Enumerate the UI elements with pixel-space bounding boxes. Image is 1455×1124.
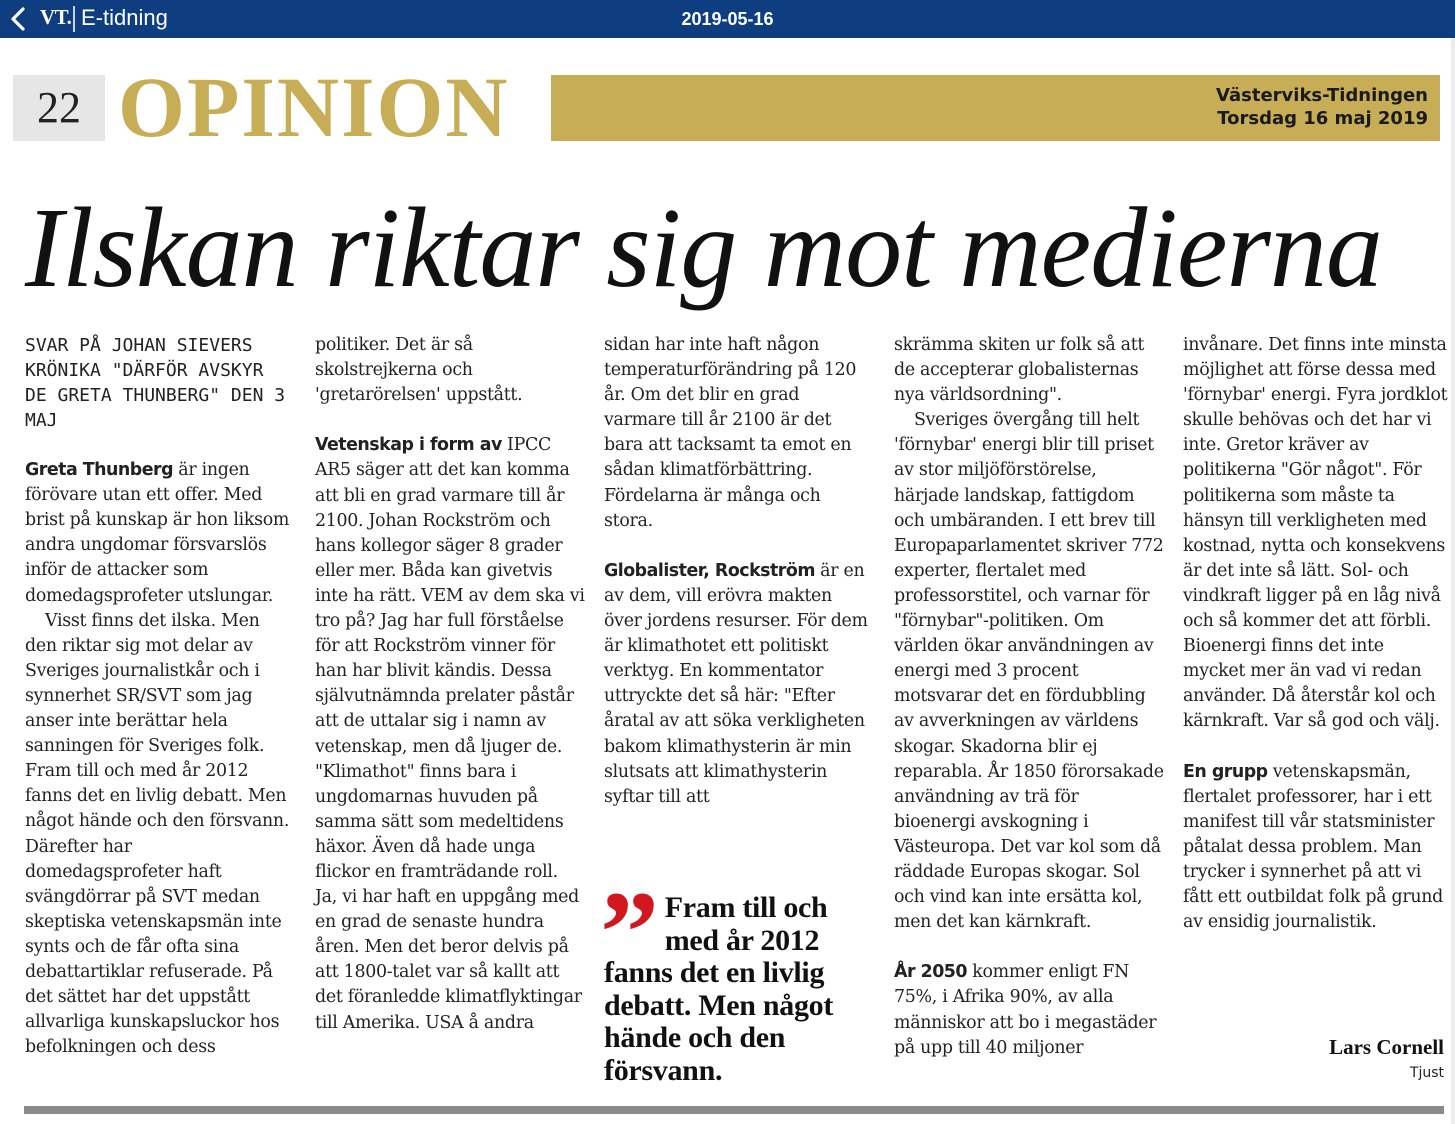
edition-date: 2019-05-16	[681, 9, 774, 29]
issue-date: Torsdag 16 maj 2019	[1217, 108, 1428, 129]
paragraph: invånare. Det finns inte minsta möjlighet att förse dessa med 'förnybar' energi. Fyra jordklot skulle behövas och det har vi inte. Gretor kräver av politikerna "Gör något". För politikerna som måste ta hänsyn till verkligheten med kostnad, nytta och konsekvens är det inte så lätt. Sol- och vindkraft ligger på en låg nivå och så kommer det att förbli. Bioenergi finns det inte mycket mer än vad vi redan använder. Då återstår kol och kärnkraft. Var så god och välj.	[1183, 335, 1448, 732]
article-column-4	[894, 333, 1164, 1061]
paragraph	[894, 960, 1164, 1060]
pull-quote	[600, 867, 864, 1087]
paragraph: politiker. Det är så skolstrejkerna och 'gretarörelsen' uppstått.	[315, 335, 523, 406]
quote-mark-icon: ”	[600, 867, 659, 998]
article-column-1	[25, 333, 293, 1060]
article-intro: SVAR PÅ JOHAN SIEVERS KRÖNIKA "DÄRFÖR AVSKYR DE GRETA THUNBERG" DEN 3 MAJ	[25, 335, 286, 431]
article-column-3	[604, 333, 874, 810]
paragraph	[1183, 760, 1448, 936]
page-bottom-rule	[24, 1106, 1444, 1114]
paragraph: Sveriges övergång till helt 'förnybar' energi blir till priset av stor miljöförstörelse, härjade landskap, fattigdom och umbäranden. I ett brev till Europaparlamentet skriver 772 experter, flertalet med professorstitel, och varnar för "förnybar"-politiken. Om världen ökar användningen av energi med 3 procent motsvarar det en fördubbling av avverkningen av världens skogar. Skadorna blir ej reparabla. År 1850 förorsakade användning av trä för bioenergi avskogning i Västeuropa. Det var kol som då räddade Europas skogar. Sol och vind kan inte ersätta kol, men det kan kärnkraft.	[894, 410, 1164, 933]
app-title: E-tidning	[81, 5, 168, 30]
paper-name: Västerviks-Tidningen	[1216, 85, 1428, 106]
app-bar	[0, 0, 1455, 38]
paragraph	[315, 433, 585, 1035]
author-location: Tjust	[1409, 1065, 1444, 1081]
paragraph-lead: Globalister, Rockström	[604, 560, 815, 581]
paragraph-lead: Vetenskap i form av	[315, 435, 502, 456]
page-number: 22	[13, 75, 105, 141]
article-headline: Ilskan riktar sig mot medierna	[25, 184, 1382, 311]
pull-quote-text: Fram till och med år 2012 fanns det en livlig debatt. Men något hände och den försvann.	[604, 891, 834, 1087]
brand-logo[interactable]: VT.	[40, 5, 72, 29]
paragraph-lead: Greta Thunberg	[25, 460, 174, 481]
paragraph: Visst finns det ilska. Men den riktar sig mot delar av Sveriges journalistkår och i synnerhet SR/SVT som jag anser inte berättar hela sanningen för Sveriges folk. Fram till och med år 2012 fanns det en livlig debatt. Men något hände och den försvann. Därefter har domedagsprofeter haft svängdörrar på SVT medan skeptiska vetenskapsmän inte synts och de får ofta sina debattartiklar refuserade. På det sättet har det uppstått allvarliga kunskapsluckor hos befolkningen och dess	[25, 610, 290, 1058]
scrollbar-track[interactable]	[1451, 38, 1455, 1124]
paragraph	[25, 458, 293, 609]
author-name: Lars Cornell	[1329, 1035, 1444, 1059]
paragraph-text: är ingen förövare utan ett offer. Med brist på kunskap är hon liksom andra ungdomar försvarslös inför de attacker som domedagsprofeter utslungar.	[25, 460, 290, 606]
paragraph: sidan har inte haft någon temperaturförändring på 120 år. Om det blir en grad varmare till år 2100 är det bara att tacksamt ta emot en sådan klimatförbättring. Fördelarna är många och stora.	[604, 335, 857, 531]
paragraph-text: vetenskapsmän, flertalet professorer, har i ett manifest till vår statsminister påtalat dessa problem. Man trycker i synnerhet på att vi fått ett outbildat folk på grund av ensidig journalistik.	[1183, 761, 1443, 933]
paragraph	[604, 559, 874, 810]
paragraph: skrämma skiten ur folk så att de accepterar globalisternas nya världsordning".	[894, 335, 1145, 406]
masthead-info	[1216, 84, 1428, 130]
section-band	[551, 75, 1440, 141]
paragraph-text: kommer enligt FN 75%, i Afrika 90%, av alla människor att bo i megastäder på upp till 40 miljoner	[894, 962, 1157, 1058]
article-column-2	[315, 333, 585, 1036]
section-title: OPINION	[118, 59, 510, 155]
paragraph-text: är en av dem, vill erövra makten över jordens resurser. För dem är klimathotet ett politiskt verktyg. En kommentator uttryckte det så här: "Efter åratal av att söka verkligheten bakom klimathysterin är min slutsats att klimathysterin syftar till att	[604, 560, 868, 807]
paragraph-lead: År 2050	[894, 962, 967, 983]
paragraph-text: IPCC AR5 säger att det kan komma att bli en grad varmare till år 2100. Johan Rockström och hans kollegor säger 8 grader eller mer. Båda kan givetvis inte ha rätt. VEM av dem ska vi tro på? Jag har full förståelse för att Rockström vinner för han har blivit kändis. Dessa självutnämnda prelater påstår att de uttalar sig i namn av vetenskap, men då ljuger de. "Klimathot" finns bara i ungdomarnas huvuden på samma sätt som medeltidens häxor. Även då hade unga flickor en framträdande roll. Ja, vi har haft en uppgång med en grad de senaste hundra åren. Men det beror delvis på att 1800-talet var så kallt att det föranledde klimatflyktingar till Amerika. USA å andra	[315, 435, 585, 1033]
paragraph-lead: En grupp	[1183, 761, 1268, 782]
article-column-5	[1183, 333, 1448, 935]
